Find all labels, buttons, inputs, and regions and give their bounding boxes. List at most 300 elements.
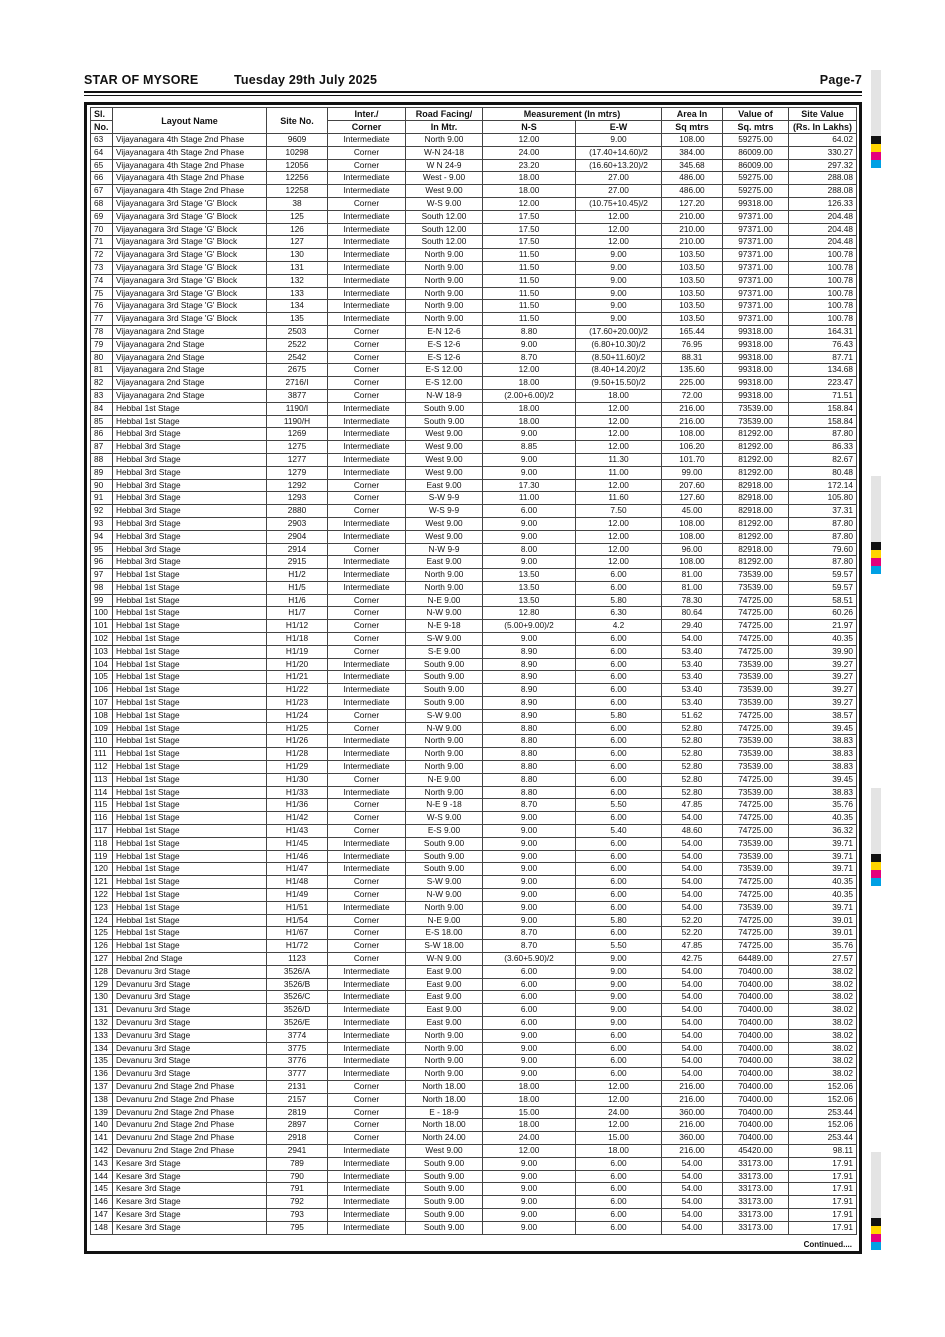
cell-layout-name: Hebbal 3rd Stage <box>113 453 267 466</box>
issue-date: Tuesday 29th July 2025 <box>234 73 378 87</box>
table-row <box>91 1004 857 1017</box>
cell-area: 101.70 <box>662 453 723 466</box>
cell-layout-name: Vijayanagara 3rd Stage 'G' Block <box>113 249 267 262</box>
cell-sl-no: 134 <box>91 1042 113 1055</box>
cell-road-facing: North 9.00 <box>406 313 483 326</box>
cell-site-no: 132 <box>267 274 328 287</box>
cell-measurement-ew: 27.00 <box>576 172 662 185</box>
table-row <box>91 236 857 249</box>
cell-sl-no: 131 <box>91 1004 113 1017</box>
cell-layout-name: Hebbal 3rd Stage <box>113 556 267 569</box>
cell-site-value: 35.76 <box>789 940 857 953</box>
cell-inter-corner: Corner <box>328 799 406 812</box>
cell-layout-name: Hebbal 3rd Stage <box>113 428 267 441</box>
cell-layout-name: Hebbal 1st Stage <box>113 748 267 761</box>
cell-measurement-ns: 15.00 <box>483 1106 576 1119</box>
cell-site-no: 3775 <box>267 1042 328 1055</box>
cell-measurement-ns: 18.00 <box>483 1080 576 1093</box>
cell-site-value: 152.06 <box>789 1093 857 1106</box>
cell-sl-no: 82 <box>91 377 113 390</box>
cell-value-per-sqm: 86009.00 <box>723 159 789 172</box>
cell-measurement-ns: 8.90 <box>483 684 576 697</box>
cell-measurement-ew: 9.00 <box>576 978 662 991</box>
cell-inter-corner: Corner <box>328 633 406 646</box>
cell-inter-corner: Intermediate <box>328 735 406 748</box>
cell-measurement-ns: 6.00 <box>483 1016 576 1029</box>
cell-road-facing: N-E 9 -18 <box>406 799 483 812</box>
table-row <box>91 556 857 569</box>
cell-sl-no: 116 <box>91 812 113 825</box>
cell-area: 127.60 <box>662 492 723 505</box>
table-row <box>91 581 857 594</box>
cell-road-facing: South 9.00 <box>406 1157 483 1170</box>
cell-value-per-sqm: 70400.00 <box>723 1068 789 1081</box>
cell-measurement-ns: 18.00 <box>483 402 576 415</box>
cell-measurement-ns: 6.00 <box>483 965 576 978</box>
cell-site-no: 3526/E <box>267 1016 328 1029</box>
cell-measurement-ns: 9.00 <box>483 1068 576 1081</box>
cell-layout-name: Hebbal 1st Stage <box>113 812 267 825</box>
cell-measurement-ew: 12.00 <box>576 517 662 530</box>
cell-road-facing: W-S 9.00 <box>406 812 483 825</box>
cell-road-facing: East 9.00 <box>406 556 483 569</box>
cell-layout-name: Vijayanagara 4th Stage 2nd Phase <box>113 159 267 172</box>
cell-inter-corner: Intermediate <box>328 1068 406 1081</box>
cell-sl-no: 73 <box>91 261 113 274</box>
cell-site-value: 87.80 <box>789 556 857 569</box>
cell-site-no: 1190/I <box>267 402 328 415</box>
cell-value-per-sqm: 73539.00 <box>723 748 789 761</box>
cell-measurement-ns: 8.80 <box>483 786 576 799</box>
cell-measurement-ns: 9.00 <box>483 1170 576 1183</box>
cell-inter-corner: Intermediate <box>328 863 406 876</box>
col-site-value-header: Site Value <box>789 108 857 121</box>
cell-inter-corner: Intermediate <box>328 402 406 415</box>
cell-site-no: 2542 <box>267 351 328 364</box>
cell-layout-name: Vijayanagara 2nd Stage <box>113 338 267 351</box>
cell-site-value: 86.33 <box>789 441 857 454</box>
cell-site-no: 1279 <box>267 466 328 479</box>
cell-sl-no: 85 <box>91 415 113 428</box>
cell-layout-name: Vijayanagara 2nd Stage <box>113 389 267 402</box>
table-row <box>91 991 857 1004</box>
cell-road-facing: N-W 18-9 <box>406 389 483 402</box>
cell-inter-corner: Corner <box>328 709 406 722</box>
cell-site-value: 39.71 <box>789 837 857 850</box>
table-row <box>91 1093 857 1106</box>
cell-site-value: 100.78 <box>789 313 857 326</box>
cell-layout-name: Devanuru 2nd Stage 2nd Phase <box>113 1080 267 1093</box>
cell-sl-no: 133 <box>91 1029 113 1042</box>
cell-value-per-sqm: 97371.00 <box>723 249 789 262</box>
cell-sl-no: 86 <box>91 428 113 441</box>
cell-sl-no: 136 <box>91 1068 113 1081</box>
table-row <box>91 748 857 761</box>
cell-site-no: H1/25 <box>267 722 328 735</box>
cell-site-value: 38.02 <box>789 1055 857 1068</box>
cell-area: 210.00 <box>662 210 723 223</box>
cell-layout-name: Devanuru 2nd Stage 2nd Phase <box>113 1106 267 1119</box>
cell-site-value: 87.80 <box>789 428 857 441</box>
cell-area: 216.00 <box>662 1119 723 1132</box>
cell-road-facing: East 9.00 <box>406 1016 483 1029</box>
cell-measurement-ns: 18.00 <box>483 1093 576 1106</box>
cell-measurement-ns: (3.60+5.90)/2 <box>483 953 576 966</box>
cell-inter-corner: Intermediate <box>328 236 406 249</box>
cell-value-per-sqm: 74725.00 <box>723 645 789 658</box>
cell-road-facing: South 9.00 <box>406 1221 483 1234</box>
cell-sl-no: 72 <box>91 249 113 262</box>
cell-road-facing: E - 18-9 <box>406 1106 483 1119</box>
cell-measurement-ew: 6.00 <box>576 1196 662 1209</box>
cell-value-per-sqm: 73539.00 <box>723 761 789 774</box>
col-area-header: Area In <box>662 108 723 121</box>
cell-measurement-ns: 9.00 <box>483 1042 576 1055</box>
cell-site-no: 2819 <box>267 1106 328 1119</box>
cell-site-value: 64.02 <box>789 134 857 147</box>
cell-sl-no: 105 <box>91 671 113 684</box>
cell-area: 54.00 <box>662 965 723 978</box>
registration-magenta-square <box>871 558 881 566</box>
cell-sl-no: 107 <box>91 697 113 710</box>
cell-value-per-sqm: 97371.00 <box>723 236 789 249</box>
cell-measurement-ew: 12.00 <box>576 1093 662 1106</box>
table-row <box>91 1042 857 1055</box>
cell-measurement-ew: 9.00 <box>576 300 662 313</box>
cell-value-per-sqm: 70400.00 <box>723 1132 789 1145</box>
cell-layout-name: Hebbal 3rd Stage <box>113 479 267 492</box>
table-row <box>91 965 857 978</box>
cell-measurement-ns: 9.00 <box>483 1183 576 1196</box>
col-inter-header: Inter./ <box>328 108 406 121</box>
cell-site-no: 790 <box>267 1170 328 1183</box>
cell-measurement-ns: 18.00 <box>483 172 576 185</box>
cell-site-value: 60.26 <box>789 607 857 620</box>
cell-value-per-sqm: 86009.00 <box>723 146 789 159</box>
cell-area: 345.68 <box>662 159 723 172</box>
cell-inter-corner: Intermediate <box>328 517 406 530</box>
cell-inter-corner: Corner <box>328 377 406 390</box>
cell-value-per-sqm: 73539.00 <box>723 402 789 415</box>
cell-road-facing: North 18.00 <box>406 1119 483 1132</box>
cell-layout-name: Vijayanagara 3rd Stage 'G' Block <box>113 300 267 313</box>
cell-site-value: 35.76 <box>789 799 857 812</box>
cell-site-value: 172.14 <box>789 479 857 492</box>
cell-measurement-ns: 8.80 <box>483 722 576 735</box>
cell-sl-no: 138 <box>91 1093 113 1106</box>
cell-value-per-sqm: 81292.00 <box>723 556 789 569</box>
cell-site-no: 12258 <box>267 185 328 198</box>
cell-measurement-ns: 9.00 <box>483 850 576 863</box>
cell-measurement-ew: 9.00 <box>576 313 662 326</box>
cell-measurement-ew: 9.00 <box>576 1004 662 1017</box>
cell-road-facing: West 9.00 <box>406 530 483 543</box>
cell-measurement-ns: 11.00 <box>483 492 576 505</box>
cell-area: 216.00 <box>662 1144 723 1157</box>
cell-site-value: 204.48 <box>789 236 857 249</box>
cell-sl-no: 115 <box>91 799 113 812</box>
cell-road-facing: North 9.00 <box>406 261 483 274</box>
table-row <box>91 185 857 198</box>
cell-measurement-ns: 13.50 <box>483 594 576 607</box>
cell-measurement-ns: 12.80 <box>483 607 576 620</box>
cell-site-value: 100.78 <box>789 287 857 300</box>
cell-value-per-sqm: 74725.00 <box>723 825 789 838</box>
cell-site-no: H1/23 <box>267 697 328 710</box>
cell-site-value: 158.84 <box>789 402 857 415</box>
cell-measurement-ew: 12.00 <box>576 441 662 454</box>
table-row <box>91 210 857 223</box>
cell-site-value: 87.71 <box>789 351 857 364</box>
cell-site-no: 2157 <box>267 1093 328 1106</box>
cell-inter-corner: Corner <box>328 197 406 210</box>
cell-site-value: 38.02 <box>789 1004 857 1017</box>
cell-area: 135.60 <box>662 364 723 377</box>
cell-site-no: 2880 <box>267 505 328 518</box>
cell-road-facing: S-W 9-9 <box>406 492 483 505</box>
cell-layout-name: Vijayanagara 4th Stage 2nd Phase <box>113 185 267 198</box>
cell-measurement-ew: 6.00 <box>576 927 662 940</box>
cell-measurement-ns: 8.70 <box>483 940 576 953</box>
cell-inter-corner: Intermediate <box>328 210 406 223</box>
cell-inter-corner: Corner <box>328 940 406 953</box>
table-row <box>91 197 857 210</box>
cell-sl-no: 132 <box>91 1016 113 1029</box>
cell-inter-corner: Corner <box>328 492 406 505</box>
cell-site-value: 39.01 <box>789 914 857 927</box>
table-row <box>91 940 857 953</box>
cell-measurement-ns: 9.00 <box>483 466 576 479</box>
cell-road-facing: W-S 9.00 <box>406 197 483 210</box>
cell-layout-name: Hebbal 1st Stage <box>113 799 267 812</box>
table-row <box>91 377 857 390</box>
cell-value-per-sqm: 70400.00 <box>723 978 789 991</box>
cell-site-no: H1/6 <box>267 594 328 607</box>
cell-area: 45.00 <box>662 505 723 518</box>
cell-measurement-ew: 6.00 <box>576 901 662 914</box>
cell-sl-no: 143 <box>91 1157 113 1170</box>
cell-site-value: 126.33 <box>789 197 857 210</box>
cell-layout-name: Kesare 3rd Stage <box>113 1170 267 1183</box>
cell-value-per-sqm: 70400.00 <box>723 1042 789 1055</box>
cell-site-no: H1/26 <box>267 735 328 748</box>
cell-site-value: 164.31 <box>789 325 857 338</box>
cell-measurement-ew: 6.00 <box>576 748 662 761</box>
cell-site-no: 3526/D <box>267 1004 328 1017</box>
cell-sl-no: 97 <box>91 569 113 582</box>
cell-site-no: H1/30 <box>267 773 328 786</box>
cell-layout-name: Hebbal 1st Stage <box>113 940 267 953</box>
cell-inter-corner: Corner <box>328 607 406 620</box>
cell-measurement-ns: 6.00 <box>483 1004 576 1017</box>
cell-site-value: 253.44 <box>789 1132 857 1145</box>
cell-inter-corner: Corner <box>328 953 406 966</box>
cell-value-per-sqm: 74725.00 <box>723 620 789 633</box>
table-row <box>91 159 857 172</box>
cell-inter-corner: Intermediate <box>328 223 406 236</box>
registration-cyan-square <box>871 566 881 574</box>
cell-area: 54.00 <box>662 889 723 902</box>
cell-inter-corner: Corner <box>328 722 406 735</box>
cell-site-no: 38 <box>267 197 328 210</box>
cell-layout-name: Vijayanagara 3rd Stage 'G' Block <box>113 223 267 236</box>
cell-road-facing: N-E 9.00 <box>406 914 483 927</box>
cell-area: 29.40 <box>662 620 723 633</box>
cell-layout-name: Hebbal 1st Stage <box>113 633 267 646</box>
cell-road-facing: South 9.00 <box>406 697 483 710</box>
cell-value-per-sqm: 97371.00 <box>723 287 789 300</box>
cell-site-no: H1/18 <box>267 633 328 646</box>
cell-area: 216.00 <box>662 1093 723 1106</box>
cell-inter-corner: Intermediate <box>328 748 406 761</box>
cell-layout-name: Devanuru 3rd Stage <box>113 965 267 978</box>
cell-road-facing: South 9.00 <box>406 850 483 863</box>
cell-sl-no: 128 <box>91 965 113 978</box>
cell-area: 216.00 <box>662 402 723 415</box>
cell-measurement-ns: (2.00+6.00)/2 <box>483 389 576 402</box>
cell-layout-name: Kesare 3rd Stage <box>113 1208 267 1221</box>
cell-site-no: 3526/A <box>267 965 328 978</box>
col-inter-header-sub: Corner <box>328 121 406 134</box>
cell-road-facing: North 9.00 <box>406 274 483 287</box>
col-road-header: Road Facing/ <box>406 108 483 121</box>
cell-site-no: 3526/B <box>267 978 328 991</box>
cell-layout-name: Hebbal 1st Stage <box>113 415 267 428</box>
table-row <box>91 325 857 338</box>
registration-cyan-square <box>871 160 881 168</box>
cell-road-facing: W-N 24-18 <box>406 146 483 159</box>
table-row <box>91 697 857 710</box>
cell-site-no: 2918 <box>267 1132 328 1145</box>
cell-road-facing: North 9.00 <box>406 748 483 761</box>
cell-site-no: H1/49 <box>267 889 328 902</box>
table-row <box>91 786 857 799</box>
cell-value-per-sqm: 74725.00 <box>723 914 789 927</box>
cell-road-facing: West 9.00 <box>406 1144 483 1157</box>
cell-measurement-ew: 9.00 <box>576 134 662 147</box>
cell-site-value: 39.27 <box>789 684 857 697</box>
cell-measurement-ew: 6.00 <box>576 1170 662 1183</box>
table-row <box>91 402 857 415</box>
cell-layout-name: Hebbal 1st Stage <box>113 761 267 774</box>
cell-measurement-ew: 6.00 <box>576 569 662 582</box>
cell-road-facing: West 9.00 <box>406 453 483 466</box>
table-row <box>91 889 857 902</box>
cell-road-facing: N-W 9.00 <box>406 607 483 620</box>
cell-measurement-ns: 24.00 <box>483 1132 576 1145</box>
cell-measurement-ns: 11.50 <box>483 261 576 274</box>
cell-measurement-ew: 6.00 <box>576 1042 662 1055</box>
cell-site-value: 39.27 <box>789 671 857 684</box>
cell-measurement-ns: 12.00 <box>483 1144 576 1157</box>
cell-measurement-ns: 9.00 <box>483 1055 576 1068</box>
cell-sl-no: 142 <box>91 1144 113 1157</box>
cell-value-per-sqm: 73539.00 <box>723 569 789 582</box>
cell-site-no: 3776 <box>267 1055 328 1068</box>
cell-value-per-sqm: 74725.00 <box>723 799 789 812</box>
table-row <box>91 850 857 863</box>
cell-road-facing: South 9.00 <box>406 837 483 850</box>
cell-road-facing: North 18.00 <box>406 1080 483 1093</box>
registration-cyan-square <box>871 1242 881 1250</box>
table-row <box>91 530 857 543</box>
cell-road-facing: S-W 18.00 <box>406 940 483 953</box>
cell-sl-no: 106 <box>91 684 113 697</box>
cell-road-facing: N-E 9.00 <box>406 594 483 607</box>
cell-layout-name: Vijayanagara 3rd Stage 'G' Block <box>113 287 267 300</box>
cell-site-value: 82.67 <box>789 453 857 466</box>
cell-layout-name: Hebbal 1st Stage <box>113 569 267 582</box>
cell-measurement-ew: 6.00 <box>576 697 662 710</box>
table-row <box>91 1055 857 1068</box>
cell-road-facing: North 9.00 <box>406 134 483 147</box>
cell-inter-corner: Intermediate <box>328 965 406 978</box>
cell-site-no: H1/24 <box>267 709 328 722</box>
cell-site-no: 2675 <box>267 364 328 377</box>
cell-site-no: 2941 <box>267 1144 328 1157</box>
cell-inter-corner: Corner <box>328 543 406 556</box>
cell-inter-corner: Intermediate <box>328 671 406 684</box>
cell-road-facing: East 9.00 <box>406 991 483 1004</box>
cell-road-facing: E-S 18.00 <box>406 927 483 940</box>
cell-area: 216.00 <box>662 1080 723 1093</box>
cell-sl-no: 122 <box>91 889 113 902</box>
table-row <box>91 287 857 300</box>
cell-measurement-ns: 9.00 <box>483 556 576 569</box>
cell-site-no: H1/36 <box>267 799 328 812</box>
cell-measurement-ew: 6.00 <box>576 684 662 697</box>
cell-site-no: 2903 <box>267 517 328 530</box>
cell-measurement-ns: 8.70 <box>483 799 576 812</box>
cell-measurement-ns: 17.50 <box>483 236 576 249</box>
cell-road-facing: North 18.00 <box>406 1093 483 1106</box>
table-row <box>91 223 857 236</box>
cell-area: 52.80 <box>662 773 723 786</box>
cell-measurement-ns: 9.00 <box>483 1196 576 1209</box>
cell-site-value: 21.97 <box>789 620 857 633</box>
cell-inter-corner: Intermediate <box>328 684 406 697</box>
cell-sl-no: 126 <box>91 940 113 953</box>
cell-site-value: 100.78 <box>789 274 857 287</box>
cell-sl-no: 114 <box>91 786 113 799</box>
cell-sl-no: 63 <box>91 134 113 147</box>
registration-magenta-square <box>871 1234 881 1242</box>
cell-site-value: 17.91 <box>789 1221 857 1234</box>
cell-value-per-sqm: 33173.00 <box>723 1157 789 1170</box>
cell-measurement-ns: 9.00 <box>483 876 576 889</box>
cell-measurement-ew: 6.00 <box>576 1208 662 1221</box>
cell-road-facing: North 9.00 <box>406 761 483 774</box>
cell-road-facing: S-W 9.00 <box>406 633 483 646</box>
cell-site-no: 2503 <box>267 325 328 338</box>
cell-value-per-sqm: 74725.00 <box>723 594 789 607</box>
cell-area: 54.00 <box>662 837 723 850</box>
cell-measurement-ns: 11.50 <box>483 313 576 326</box>
cell-inter-corner: Corner <box>328 505 406 518</box>
cell-measurement-ns: (5.00+9.00)/2 <box>483 620 576 633</box>
cell-layout-name: Hebbal 1st Stage <box>113 594 267 607</box>
cell-area: 103.50 <box>662 261 723 274</box>
cell-site-value: 223.47 <box>789 377 857 390</box>
table-row <box>91 453 857 466</box>
cell-road-facing: West 9.00 <box>406 441 483 454</box>
cell-site-value: 39.27 <box>789 658 857 671</box>
cell-site-value: 39.01 <box>789 927 857 940</box>
cell-site-value: 38.57 <box>789 709 857 722</box>
table-row <box>91 773 857 786</box>
cell-site-no: 791 <box>267 1183 328 1196</box>
cell-measurement-ns: 8.90 <box>483 645 576 658</box>
